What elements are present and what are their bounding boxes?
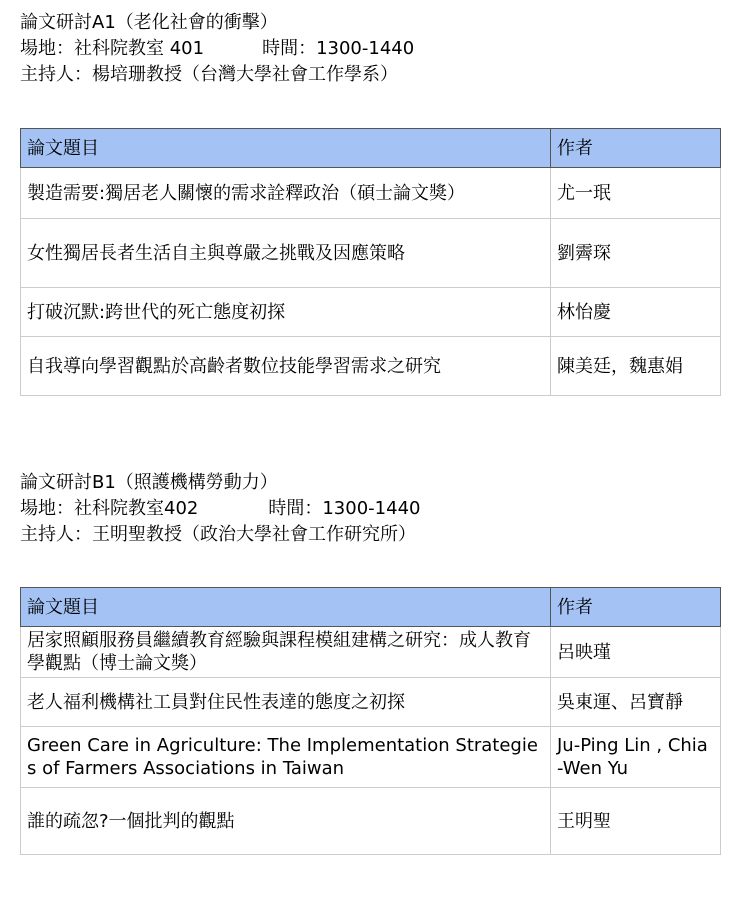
paper-title: 打破沉默:跨世代的死亡態度初探: [21, 288, 551, 337]
paper-author: 林怡慶: [551, 288, 721, 337]
table-row: [21, 727, 721, 788]
session-title: 論文研討B1（照護機構勞動力）: [20, 472, 278, 493]
paper-author: 呂映瑾: [551, 627, 721, 678]
table-row: [21, 168, 721, 219]
paper-title: Green Care in Agriculture: The Implementation Strategies of Farmers Associations in Taiwan: [21, 727, 551, 788]
table-row: [21, 337, 721, 396]
session-venue: 場地：社科院教室402: [20, 498, 199, 519]
session-venue-time-line: [20, 496, 720, 522]
paper-author: 陳美廷，魏惠娟: [551, 337, 721, 396]
table-row: [21, 288, 721, 337]
session-venue: 場地：社科院教室 401: [20, 38, 205, 59]
session-host: 主持人：楊培珊教授（台灣大學社會工作學系）: [20, 64, 398, 85]
session-title: 論文研討A1（老化社會的衝擊）: [20, 12, 278, 33]
papers-table: [20, 587, 721, 855]
papers-table: [20, 128, 721, 396]
table-header-row: [21, 129, 721, 168]
paper-author: 尤一珉: [551, 168, 721, 219]
header-author: 作者: [551, 588, 721, 627]
paper-title: 製造需要:獨居老人關懷的需求詮釋政治（碩士論文獎）: [21, 168, 551, 219]
session-a1: [20, 10, 720, 377]
session-b1: [20, 470, 720, 832]
table-row: [21, 678, 721, 727]
paper-title: 居家照顧服務員繼續教育經驗與課程模組建構之研究：成人教育學觀點（博士論文獎）: [21, 627, 551, 678]
paper-title: 誰的疏忽?一個批判的觀點: [21, 788, 551, 855]
paper-title: 老人福利機構社工員對住民性表達的態度之初探: [21, 678, 551, 727]
session-host: 主持人：王明聖教授（政治大學社會工作研究所）: [20, 524, 416, 545]
paper-author: 吳東運、呂寶靜: [551, 678, 721, 727]
session-time: 時間：1300-1440: [262, 38, 415, 59]
table-row: [21, 627, 721, 678]
paper-title: 女性獨居長者生活自主與尊嚴之挑戰及因應策略: [21, 219, 551, 288]
table-row: [21, 788, 721, 855]
header-title: 論文題目: [21, 588, 551, 627]
header-title: 論文題目: [21, 129, 551, 168]
paper-title: 自我導向學習觀點於高齡者數位技能學習需求之研究: [21, 337, 551, 396]
table-row: [21, 219, 721, 288]
paper-author: 劉霽琛: [551, 219, 721, 288]
header-author: 作者: [551, 129, 721, 168]
table-header-row: [21, 588, 721, 627]
paper-author: Ju-Ping Lin , Chia-Wen Yu: [551, 727, 721, 788]
paper-author: 王明聖: [551, 788, 721, 855]
session-venue-time-line: [20, 36, 720, 62]
session-time: 時間：1300-1440: [268, 498, 421, 519]
